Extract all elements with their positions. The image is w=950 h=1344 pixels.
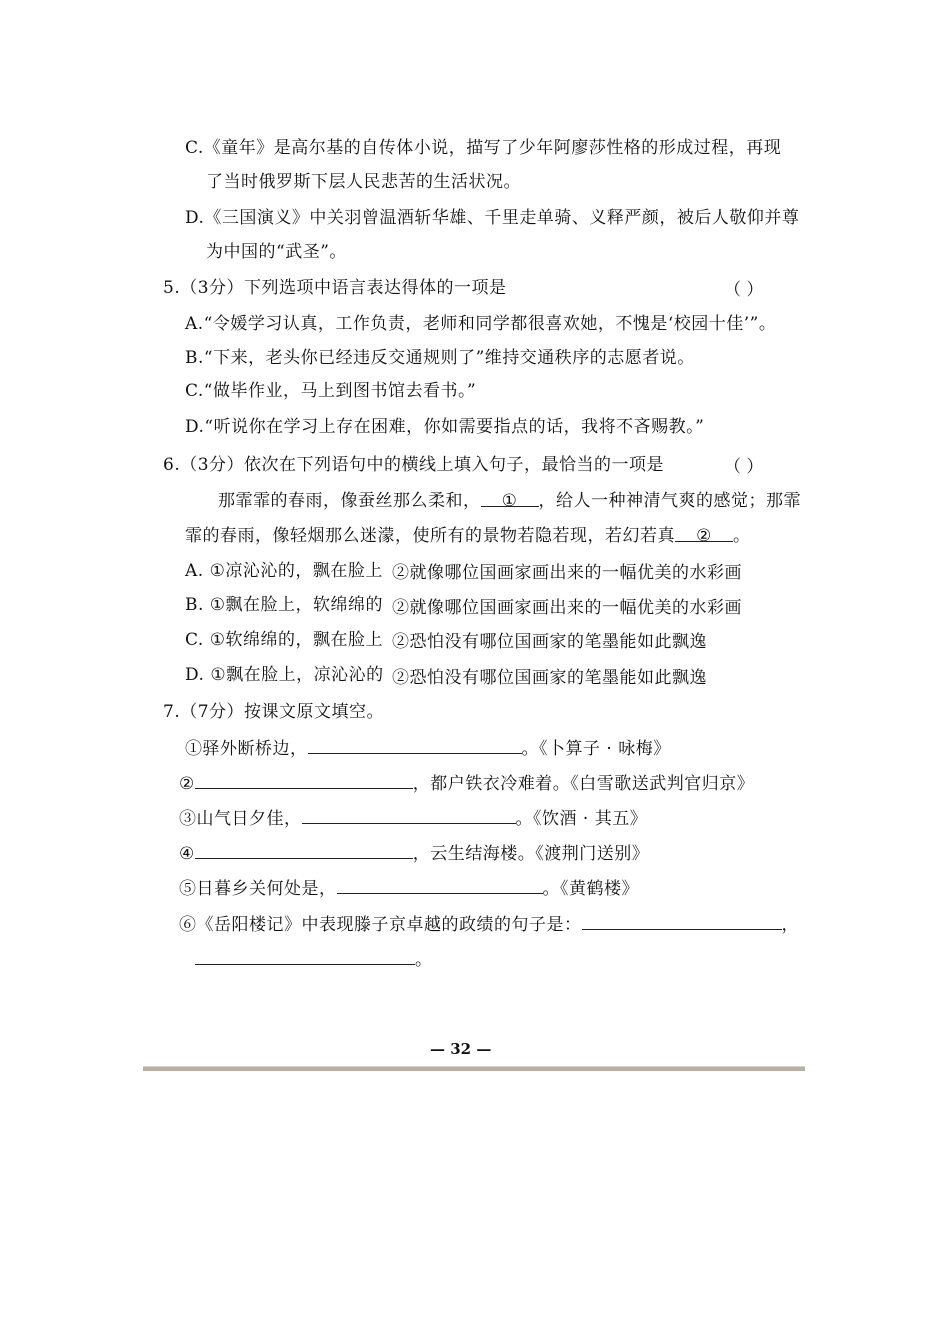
q5-option-b: B.“下来，老头你已经违反交通规则了”维持交通秩序的志愿者说。 (185, 348, 695, 368)
q7-item-6-prompt: ⑥《岳阳楼记》中表现滕子京卓越的政绩的句子是： (179, 915, 582, 935)
q6-passage-text: ，给人一种神清气爽的感觉；那霏 (538, 491, 801, 511)
q7-item-3 (179, 807, 647, 830)
q7-item-6-line1 (179, 913, 799, 936)
q6-option-d-part1: D. ①飘在脸上，凉沁沁的 (185, 665, 384, 685)
q7-item-1 (185, 737, 671, 760)
q7-item-2-source: ，都户铁衣冷难着。《白雪歌送武判官归京》 (412, 774, 755, 794)
q6-passage-line2 (185, 525, 751, 547)
q7-item-1-blank (308, 737, 522, 754)
q7-item-1-prefix: ①驿外断桥边， (185, 739, 308, 759)
q7-item-3-blank (302, 807, 516, 824)
q6-stem: 6.（3分）依次在下列语句中的横线上填入句子，最恰当的一项是 (163, 455, 665, 475)
q6-option-b-part2: ②就像哪位国画家画出来的一幅优美的水彩画 (392, 598, 742, 618)
q5-answer-paren: （ ） (724, 280, 764, 300)
q6-option-a-part1: A. ①凉沁沁的，飘在脸上 (185, 561, 383, 581)
q4-option-c-line1: C.《童年》是高尔基的自传体小说，描写了少年阿廖莎性格的形成过程，再现 (185, 138, 782, 158)
q6-blank-1-label: ① (501, 491, 518, 511)
q7-item-4 (179, 842, 649, 865)
q6-blank-2-label: ② (696, 526, 712, 546)
q6-option-c-part1: C. ①软绵绵的，飘在脸上 (185, 630, 383, 650)
page-number: — 32 — (430, 1040, 492, 1058)
q7-item-6-comma: ， (781, 915, 799, 935)
q5-option-d: D.“听说你在学习上存在困难，你如需要指点的话，我将不吝赐教。” (185, 417, 705, 437)
q6-passage-line1 (218, 490, 801, 512)
q7-item-3-source: 。《饮酒 · 其五》 (515, 809, 648, 829)
q6-answer-paren: （ ） (724, 457, 764, 477)
q6-option-a-part2: ②就像哪位国画家画出来的一幅优美的水彩画 (392, 563, 742, 583)
q7-item-2 (179, 772, 754, 795)
q5-option-c: C.“做毕作业，马上到图书馆去看书。” (185, 381, 477, 401)
q6-passage-text: 那霏霏的春雨，像蚕丝那么柔和， (218, 491, 481, 511)
q4-option-d-line2: 为中国的“武圣”。 (206, 242, 347, 262)
footer-rule (143, 1066, 805, 1071)
q4-option-c-line2: 了当时俄罗斯下层人民悲苦的生活状况。 (206, 172, 521, 192)
q6-option-d-part2: ②恐怕没有哪位国画家的笔墨能如此飘逸 (392, 668, 707, 688)
q5-stem: 5.（3分）下列选项中语言表达得体的一项是 (163, 278, 507, 298)
q7-item-6-blank-1 (582, 913, 782, 930)
q7-item-3-prefix: ③山气日夕佳， (179, 809, 302, 829)
q7-item-4-blank (195, 842, 413, 859)
q7-item-5-prefix: ⑤日暮乡关何处是， (179, 879, 337, 899)
q7-item-2-blank (195, 772, 413, 789)
q7-item-6-period: 。 (415, 950, 433, 970)
q7-item-4-source: ，云生结海楼。《渡荆门送别》 (412, 844, 650, 864)
q5-option-a: A.“令媛学习认真，工作负责，老师和同学都很喜欢她，不愧是‘校园十佳’”。 (185, 314, 777, 334)
q7-stem: 7.（7分）按课文原文填空。 (163, 702, 385, 722)
q7-item-2-prefix: ② (179, 774, 195, 794)
q7-item-4-prefix: ④ (179, 844, 195, 864)
q6-passage-text: 。 (733, 526, 751, 546)
q6-option-b-part1: B. ①飘在脸上，软绵绵的 (185, 595, 384, 615)
q7-item-5-blank (337, 877, 543, 894)
q7-item-6-line2 (195, 948, 433, 971)
q6-blank-2 (675, 525, 733, 546)
q6-option-c-part2: ②恐怕没有哪位国画家的笔墨能如此飘逸 (392, 632, 707, 652)
q6-passage-text: 霏的春雨，像轻烟那么迷濛，使所有的景物若隐若现，若幻若真 (185, 526, 675, 546)
q7-item-5 (179, 877, 639, 900)
q4-option-d-line1: D.《三国演义》中关羽曾温酒斩华雄、千里走单骑、义释严颜，被后人敬仰并尊 (185, 208, 800, 228)
q7-item-1-source: 。《卜算子 · 咏梅》 (521, 739, 671, 759)
q7-item-6-blank-2 (195, 948, 415, 965)
q6-blank-1 (481, 490, 539, 511)
q7-item-5-source: 。《黄鹤楼》 (542, 879, 639, 899)
